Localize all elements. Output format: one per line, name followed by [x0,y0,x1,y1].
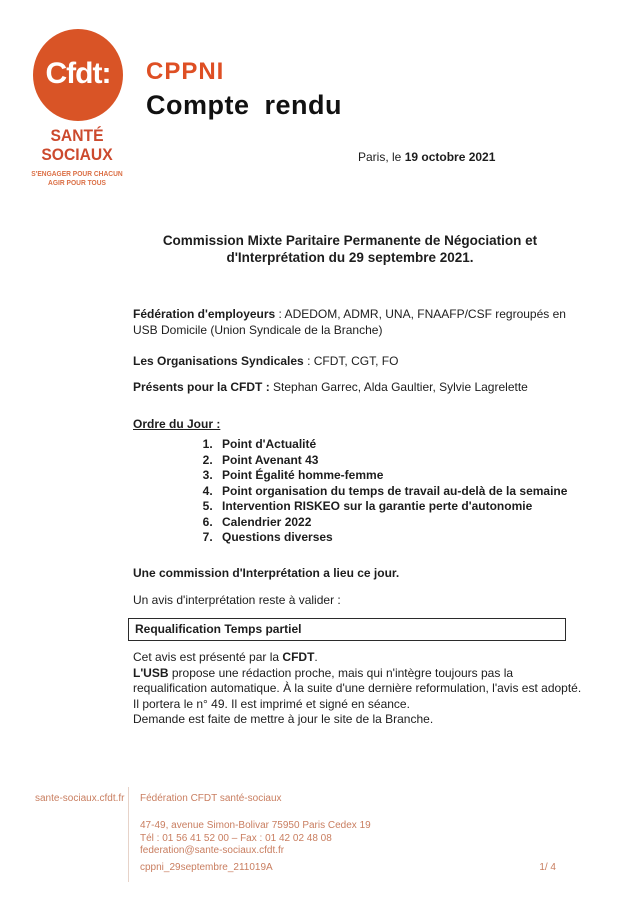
logo-tagline-line2: AGIR POUR TOUS [48,180,106,187]
date-value: 19 octobre 2021 [404,150,496,164]
logo-org-line1: SANTÉ [50,126,104,145]
closing-l2-bold: L'USB [133,665,169,680]
closing-l1-bold: CFDT [282,650,315,664]
attendees-text: Stephan Garrec, Alda Gaultier, Sylvie Lagrelette [269,380,528,394]
agenda-item: 2. Point Avenant 43 [216,453,600,469]
date-line [358,150,495,164]
logo-org-line2: SOCIAUX [41,145,113,164]
main-title: Commission Mixte Paritaire Permanente de Négociation et d'Interprétation du 29 septembre 2021. [162,233,538,265]
unions-text: : CFDT, CGT, FO [303,354,399,368]
commission-note: Une commission d'Interprétation a lieu ce jour. [133,566,400,580]
employers-label: Fédération d'employeurs [133,307,276,321]
doc-title-heading: Compte rendu [146,90,343,120]
section-box-title: Requalification Temps partiel [128,618,566,641]
footer-org-name: Fédération CFDT santé-sociaux [140,793,282,804]
agenda-item: 7. Questions diverses [216,530,600,546]
closing-l3-text: Demande est faite de mettre à jour le site de la Branche. [133,712,434,726]
closing-l2-text: propose une rédaction proche, mais qui n'intègre toujours pas la requalification automatique. À la suite d'une dernière reformulation, l'avis est adopté. Il portera le n° 49. Il est imprimé et signé en séance. [133,665,582,711]
unions-paragraph [133,354,573,370]
logo-org-name [17,126,137,164]
avis-note: Un avis d'interprétation reste à valider : [133,593,341,607]
closing-l1-pre: Cet avis est présenté par la [133,650,283,664]
footer-address-line: 47-49, avenue Simon-Bolivar 75950 Paris Cedex 19 [140,820,371,831]
agenda-heading: Ordre du Jour : [133,417,221,431]
closing-l1-post: . [314,650,318,664]
agenda-item: 5. Intervention RISKEO sur la garantie perte d'autonomie [216,499,600,515]
agenda-item: 1. Point d'Actualité [216,437,600,453]
footer-divider [128,787,129,882]
closing-paragraph [133,650,588,728]
agenda-list [200,437,600,546]
doc-type-heading: CPPNI [146,58,225,85]
agenda-item: 3. Point Égalité homme-femme [216,468,600,484]
footer-doc-ref: cppni_29septembre_211019A [140,862,273,873]
footer-address-line: Tél : 01 56 41 52 00 – Fax : 01 42 02 48 08 [140,832,332,844]
employers-paragraph [133,307,573,338]
attendees-paragraph [133,380,578,396]
agenda-item: 6. Calendrier 2022 [216,515,600,531]
footer-page-number: 1/ 4 [539,862,556,873]
unions-label: Les Organisations Syndicales [133,354,304,368]
date-prefix: Paris, le [358,150,405,164]
logo-tagline [15,170,139,188]
footer-website: sante-sociaux.cfdt.fr [35,793,125,804]
footer-address [140,820,371,858]
agenda-item: 4. Point organisation du temps de travail au-delà de la semaine [216,484,600,500]
attendees-label: Présents pour la CFDT : [133,380,270,394]
footer-address-line: federation@sante-sociaux.cfdt.fr [140,845,285,856]
cfdt-logo-text: Cfdt: [45,57,111,90]
cfdt-logo [33,29,123,121]
logo-tagline-line1: S'ENGAGER POUR CHACUN [31,171,123,178]
employers-text: : ADEDOM, ADMR, UNA, FNAAFP/CSF regroupés en USB Domicile (Union Syndicale de la Branche) [133,307,566,337]
